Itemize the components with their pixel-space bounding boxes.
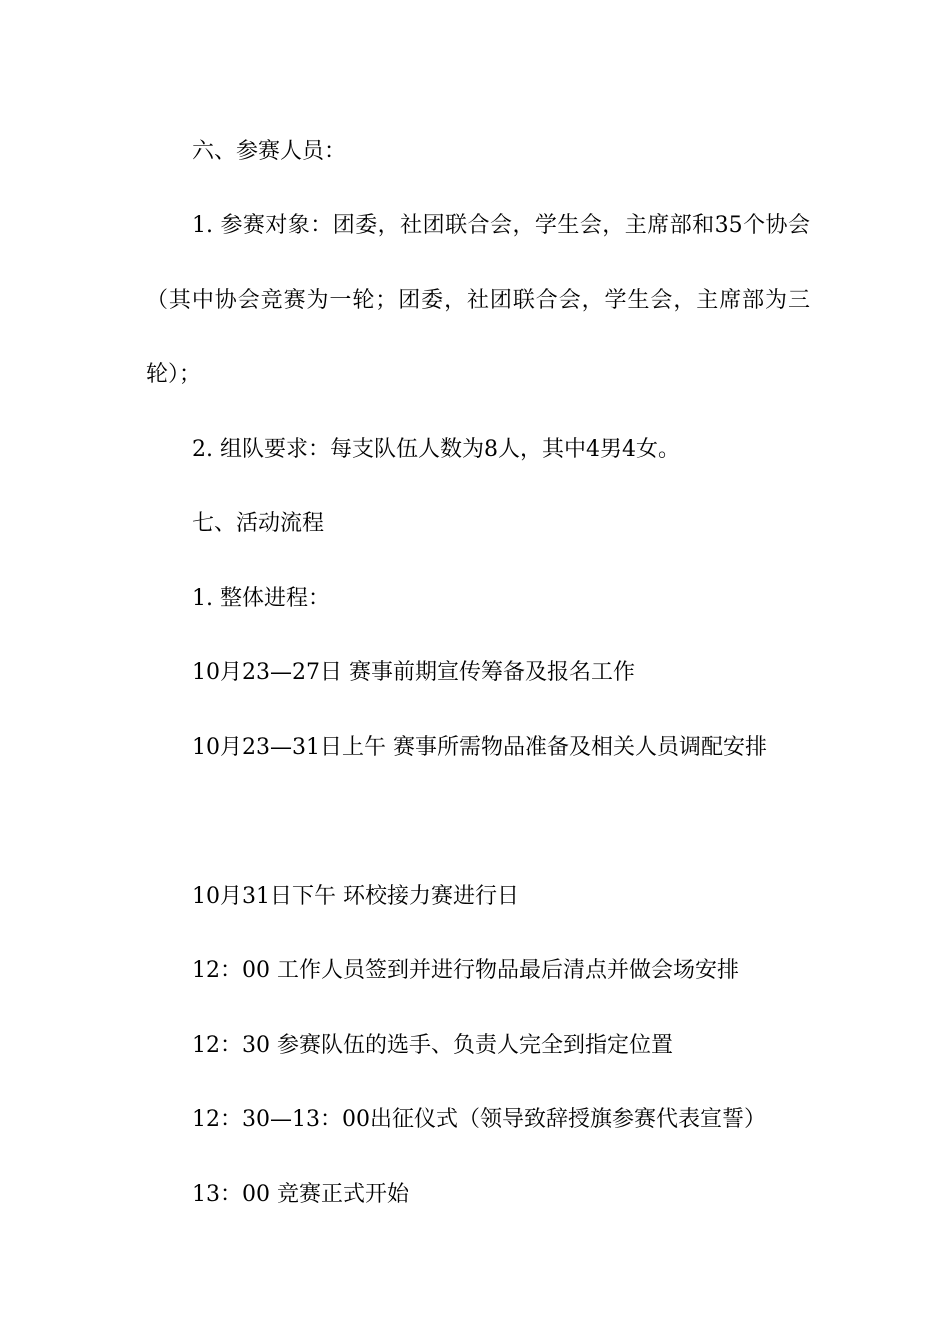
paragraph-schedule-item: 12：30—13：00出征仪式（领导致辞授旗参赛代表宣誓） bbox=[192, 1107, 766, 1132]
section-heading-process: 七、活动流程 bbox=[192, 511, 325, 536]
paragraph-schedule-item: 13：00 竞赛正式开始 bbox=[192, 1182, 409, 1207]
paragraph-participant-targets: 1. 参赛对象：团委，社团联合会，学生会，主席部和35个协会（其中协会竞赛为一轮；团委，社团联合会，学生会，主席部为三轮）； bbox=[146, 213, 810, 388]
paragraph-team-requirements: 2. 组队要求：每支队伍人数为8人，其中4男4女。 bbox=[192, 437, 680, 462]
paragraph-schedule-item: 12：30 参赛队伍的选手、负责人完全到指定位置 bbox=[192, 1033, 673, 1058]
paragraph-schedule-item: 10月23—31日上午 赛事所需物品准备及相关人员调配安排 bbox=[192, 735, 767, 760]
section-heading-participants: 六、参赛人员： bbox=[192, 139, 347, 164]
paragraph-overall-progress: 1. 整体进程： bbox=[192, 586, 330, 611]
paragraph-schedule-item: 10月31日下午 环校接力赛进行日 bbox=[192, 884, 519, 909]
paragraph-schedule-item: 12：00 工作人员签到并进行物品最后清点并做会场安排 bbox=[192, 958, 739, 983]
paragraph-schedule-item: 10月23—27日 赛事前期宣传筹备及报名工作 bbox=[192, 660, 635, 685]
